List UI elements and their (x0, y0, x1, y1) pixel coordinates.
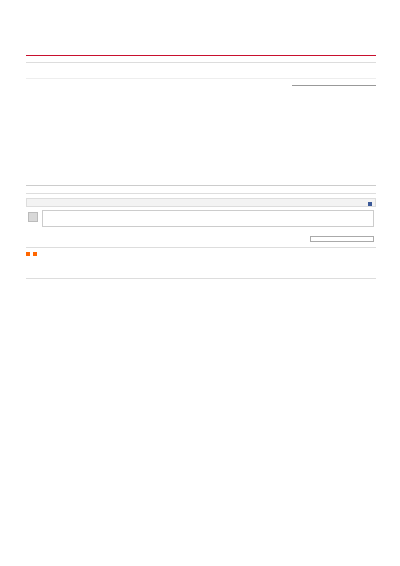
social-login-icon[interactable] (368, 202, 372, 206)
comment-signin[interactable] (367, 202, 372, 206)
breadcrumb (26, 73, 376, 79)
schedule-box (292, 85, 376, 89)
article-main-column (26, 85, 288, 89)
primary-nav (26, 55, 376, 63)
avatar (28, 212, 38, 222)
sort-controls (26, 236, 376, 244)
footer (26, 278, 376, 338)
comment-textarea[interactable] (42, 210, 374, 227)
site-logo[interactable] (26, 33, 29, 44)
rss-icon[interactable] (33, 252, 37, 256)
print-header (0, 0, 400, 10)
comment-count (26, 245, 376, 248)
subscribe-links (26, 252, 376, 256)
login-area (346, 46, 374, 50)
masthead (26, 30, 376, 48)
email-icon[interactable] (26, 252, 30, 256)
secondary-nav (26, 63, 376, 70)
article-body (26, 85, 376, 181)
comment-form (26, 210, 376, 228)
tags-list[interactable] (26, 190, 376, 194)
add-comment-bar (26, 198, 376, 207)
top-links (26, 22, 376, 28)
print-footer (0, 556, 400, 566)
footer-logo[interactable] (108, 281, 111, 288)
page (26, 22, 376, 338)
related-tags (26, 185, 376, 194)
sort-select[interactable] (310, 236, 374, 242)
